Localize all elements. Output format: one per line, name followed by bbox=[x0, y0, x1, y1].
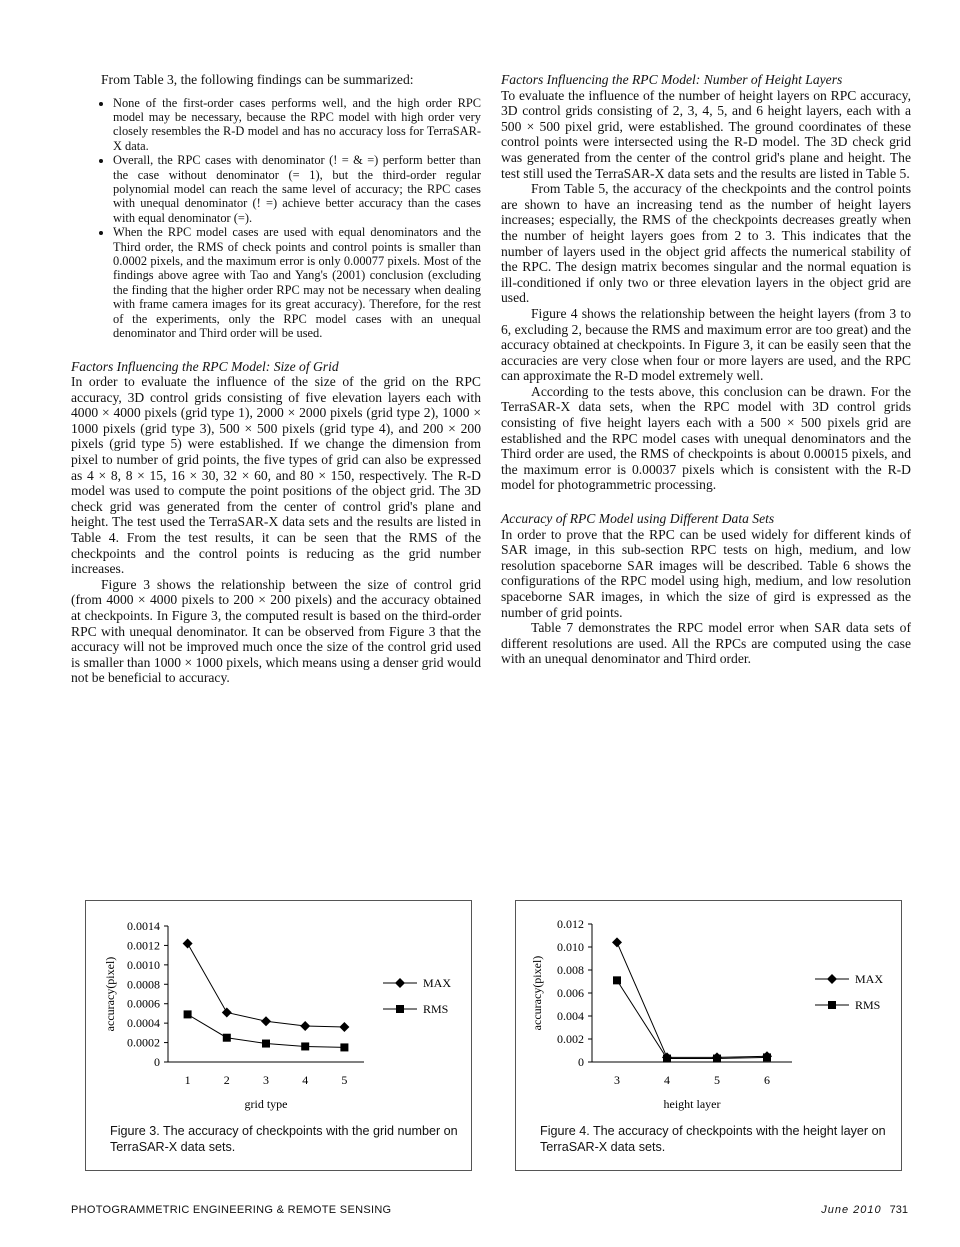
paragraph: In order to evaluate the influence of the size of the grid on the RPC accuracy, 3D control grids consisting of five elevation layers each with 4000 × 4000 pixels (grid type 1), 2000 × 2000 pixels (grid type 2), 1000 × 1000 pixels (grid type 3), 500 × 500 pixels (grid type 4), and 200 × 200 pixels (grid type 5) were established. If we change the dimension from pixel to number of grid points, the five types of grid can also be expressed as 4 × 8, 8 × 15, 16 × 30, 32 × 60, and 80 × 150, respectively. The R-D model was used to compute the point positions of the object grid. The 3D check grid was generated from the center of control grid's plane and height. The test used the TerraSAR-X data sets and the results are listed in Table 4. From the test results, it can be seen that the RMS of the checkpoints and the control points is reducing as the grid number increases. bbox=[71, 374, 481, 577]
data-point-rms bbox=[262, 1040, 270, 1048]
x-tick-label: 3 bbox=[614, 1073, 620, 1087]
figure-3 bbox=[85, 900, 472, 1171]
y-tick-label: 0 bbox=[154, 1055, 160, 1069]
legend-label: RMS bbox=[855, 998, 881, 1012]
data-point-rms bbox=[223, 1034, 231, 1042]
y-tick-label: 0.0006 bbox=[127, 996, 160, 1011]
legend-marker bbox=[828, 1001, 836, 1009]
paragraph: Figure 3 shows the relationship between the size of control grid (from 4000 × 4000 pixels to 200 × 200 pixels) and the accuracy obtained at checkpoints. In Figure 3, the computed result is based on the third-order RPC with unequal denominator. It can be observed from Figure 3 that the accuracy will not be improved much once the size of the control grid used is smaller than 1000 × 1000 pixels, which means using a denser grid would not be beneficial to accuracy. bbox=[71, 576, 481, 686]
series-line-max bbox=[617, 942, 767, 1057]
x-axis-label: grid type bbox=[244, 1097, 288, 1111]
data-point-rms bbox=[184, 1010, 192, 1018]
y-tick-label: 0.0014 bbox=[127, 919, 160, 933]
paragraph: Table 7 demonstrates the RPC model error when SAR data sets of different resolutions are used. All the RPCs are computed using the case with an unequal denominator and Third order. bbox=[501, 620, 911, 667]
list-item: • Overall, the RPC cases with denominator (! = & =) perform better than the case without denominator (= 1), but the third-order regular polynomial model can reach the same level of accuracy; the RPC cases with unequal denominator (! =) achieve better accuracy than the cases with equal denominator (=). bbox=[113, 153, 481, 225]
footer-date: June 2010 bbox=[821, 1204, 882, 1216]
x-axis-label: height layer bbox=[663, 1097, 721, 1111]
figure-4 bbox=[515, 900, 902, 1171]
legend-marker bbox=[827, 974, 837, 984]
figure-4-caption: Figure 4. The accuracy of checkpoints with the height layer on TerraSAR-X data sets. bbox=[540, 1124, 886, 1154]
x-tick-label: 1 bbox=[184, 1073, 191, 1087]
footer-journal-name: PHOTOGRAMMETRIC ENGINEERING & REMOTE SENSING bbox=[71, 1204, 392, 1216]
y-tick-label: 0.002 bbox=[557, 1032, 584, 1046]
left-column bbox=[71, 72, 481, 686]
data-point-rms bbox=[340, 1043, 348, 1051]
right-column bbox=[501, 72, 911, 667]
x-tick-label: 5 bbox=[714, 1073, 720, 1087]
y-tick-label: 0.008 bbox=[557, 963, 584, 977]
paragraph: In order to prove that the RPC can be used widely for different kinds of SAR image, in this sub-section RPC tests on high, medium, and low resolution spaceborne SAR images will be described. Table 6 shows the configurations of the RPC model using high, medium, and low resolution spaceborne SAR images, in which the size of gird is expressed as the number of grid points. bbox=[501, 526, 911, 620]
paragraph: To evaluate the influence of the number of height layers on RPC accuracy, 3D control grids consisting of 2, 3, 4, 5, and 6 height layers, each with a 500 × 500 pixel grid, were established. The ground coordinates of these control points were intersected using the R-D model. The 3D check grid was generated from the center of the control grid's plane and height. The test still used the TerraSAR-X data sets and the results are listed in Table 5. bbox=[501, 87, 911, 181]
y-tick-label: 0.0010 bbox=[127, 957, 160, 972]
y-tick-label: 0.0004 bbox=[127, 1016, 160, 1031]
data-point-max bbox=[222, 1007, 232, 1017]
x-tick-label: 4 bbox=[664, 1073, 670, 1087]
legend-label: RMS bbox=[423, 1002, 449, 1016]
data-point-rms bbox=[301, 1042, 309, 1050]
x-tick-label: 5 bbox=[341, 1073, 348, 1087]
figure-3-caption: Figure 3. The accuracy of checkpoints with the grid number on TerraSAR-X data sets. bbox=[110, 1124, 458, 1154]
data-point-max bbox=[300, 1021, 310, 1031]
findings-list bbox=[71, 96, 481, 341]
intro-paragraph: From Table 3, the following findings can be summarized: bbox=[101, 72, 414, 87]
data-point-rms bbox=[763, 1053, 771, 1061]
x-tick-label: 3 bbox=[263, 1073, 269, 1087]
paragraph: According to the tests above, this conclusion can be drawn. For the TerraSAR-X data sets, when the RPC model with 3D control grids consisting of five height layers each with a 500 × 500 pixels grid are established and the RPC model cases with unequal denominators and the Third order are used, the RMS of checkpoints is about 0.00015 pixels, and the maximum error is 0.00037 pixels which is consistent with the R-D model for photogrammetric processing. bbox=[501, 383, 911, 493]
series-line-rms bbox=[617, 980, 767, 1058]
data-point-max bbox=[183, 938, 193, 948]
section-heading-height-layers: Factors Influencing the RPC Model: Number of Height Layers bbox=[501, 72, 843, 87]
y-tick-label: 0.0002 bbox=[127, 1035, 160, 1050]
data-point-max bbox=[339, 1022, 349, 1032]
y-tick-label: 0 bbox=[578, 1055, 584, 1069]
paragraph: From Table 5, the accuracy of the checkpoints and the control points are shown to have an increasing tend as the number of height layers increases; especially, the RMS of the checkpoints decreases greatly when the number of height layers goes from 2 to 3. This indicates that the number of layers used in the object grid affects the numerical stability of the RPC. The design matrix becomes singular and the normal equation is ill-conditioned if only two or three elevation layers in the object grid are used. bbox=[501, 181, 911, 306]
y-tick-label: 0.012 bbox=[557, 917, 584, 931]
x-tick-label: 4 bbox=[302, 1073, 309, 1087]
x-tick-label: 2 bbox=[223, 1073, 230, 1087]
list-item: • None of the first-order cases performs well, and the high order RPC model may be necessary, because the RPC model with high order very closely resembles the R-D model and has no accuracy loss for TerraSAR-X data. bbox=[113, 96, 481, 154]
y-tick-label: 0.010 bbox=[557, 940, 584, 954]
footer-date-page bbox=[821, 1204, 908, 1216]
data-point-rms bbox=[713, 1055, 721, 1063]
y-tick-label: 0.0008 bbox=[127, 977, 160, 992]
y-tick-label: 0.006 bbox=[557, 986, 584, 1000]
legend-marker bbox=[395, 978, 405, 988]
y-tick-label: 0.0012 bbox=[127, 938, 160, 953]
paragraph: Figure 4 shows the relationship between the height layers (from 3 to 6, excluding 2, because the RMS and maximum error are too great) and the accuracy obtained at checkpoints. In Figure 3, it can be easily seen that the accuracies are very close when four or more layers are used, and the RPC can approximate the R-D model extremely well. bbox=[501, 305, 911, 384]
legend-label: MAX bbox=[423, 976, 452, 990]
section-heading-size-of-grid: Factors Influencing the RPC Model: Size of Grid bbox=[71, 358, 339, 374]
data-point-max bbox=[261, 1016, 271, 1026]
x-tick-label: 6 bbox=[764, 1073, 770, 1087]
chart-grid-type bbox=[86, 901, 471, 1121]
page-number: 731 bbox=[889, 1204, 908, 1216]
y-tick-label: 0.004 bbox=[557, 1009, 584, 1023]
y-axis-label: accuracy(pixel) bbox=[530, 955, 544, 1031]
y-axis-label: accuracy(pixel) bbox=[103, 956, 117, 1032]
data-point-rms bbox=[613, 976, 621, 984]
series-line-max bbox=[188, 943, 345, 1027]
section-heading-different-data-sets: Accuracy of RPC Model using Different Data Sets bbox=[501, 511, 775, 527]
legend-label: MAX bbox=[855, 972, 884, 986]
data-point-rms bbox=[663, 1055, 671, 1063]
data-point-max bbox=[612, 937, 622, 947]
list-item: • When the RPC model cases are used with equal denominators and the Third order, the RMS of check points and control points is smaller than 0.0002 pixels, and the maximum error is only 0.00077 pixels. Most of the findings above agree with Tao and Yang's (2001) conclusion (excluding the finding that the higher order RPC may not be necessary when dealing with frame camera images for its great accuracy). Therefore, for the rest of the experiments, only the RPC model cases with an unequal denominator and Third order will be used. bbox=[113, 225, 481, 340]
chart-height-layer bbox=[516, 901, 901, 1121]
legend-marker bbox=[396, 1005, 404, 1013]
